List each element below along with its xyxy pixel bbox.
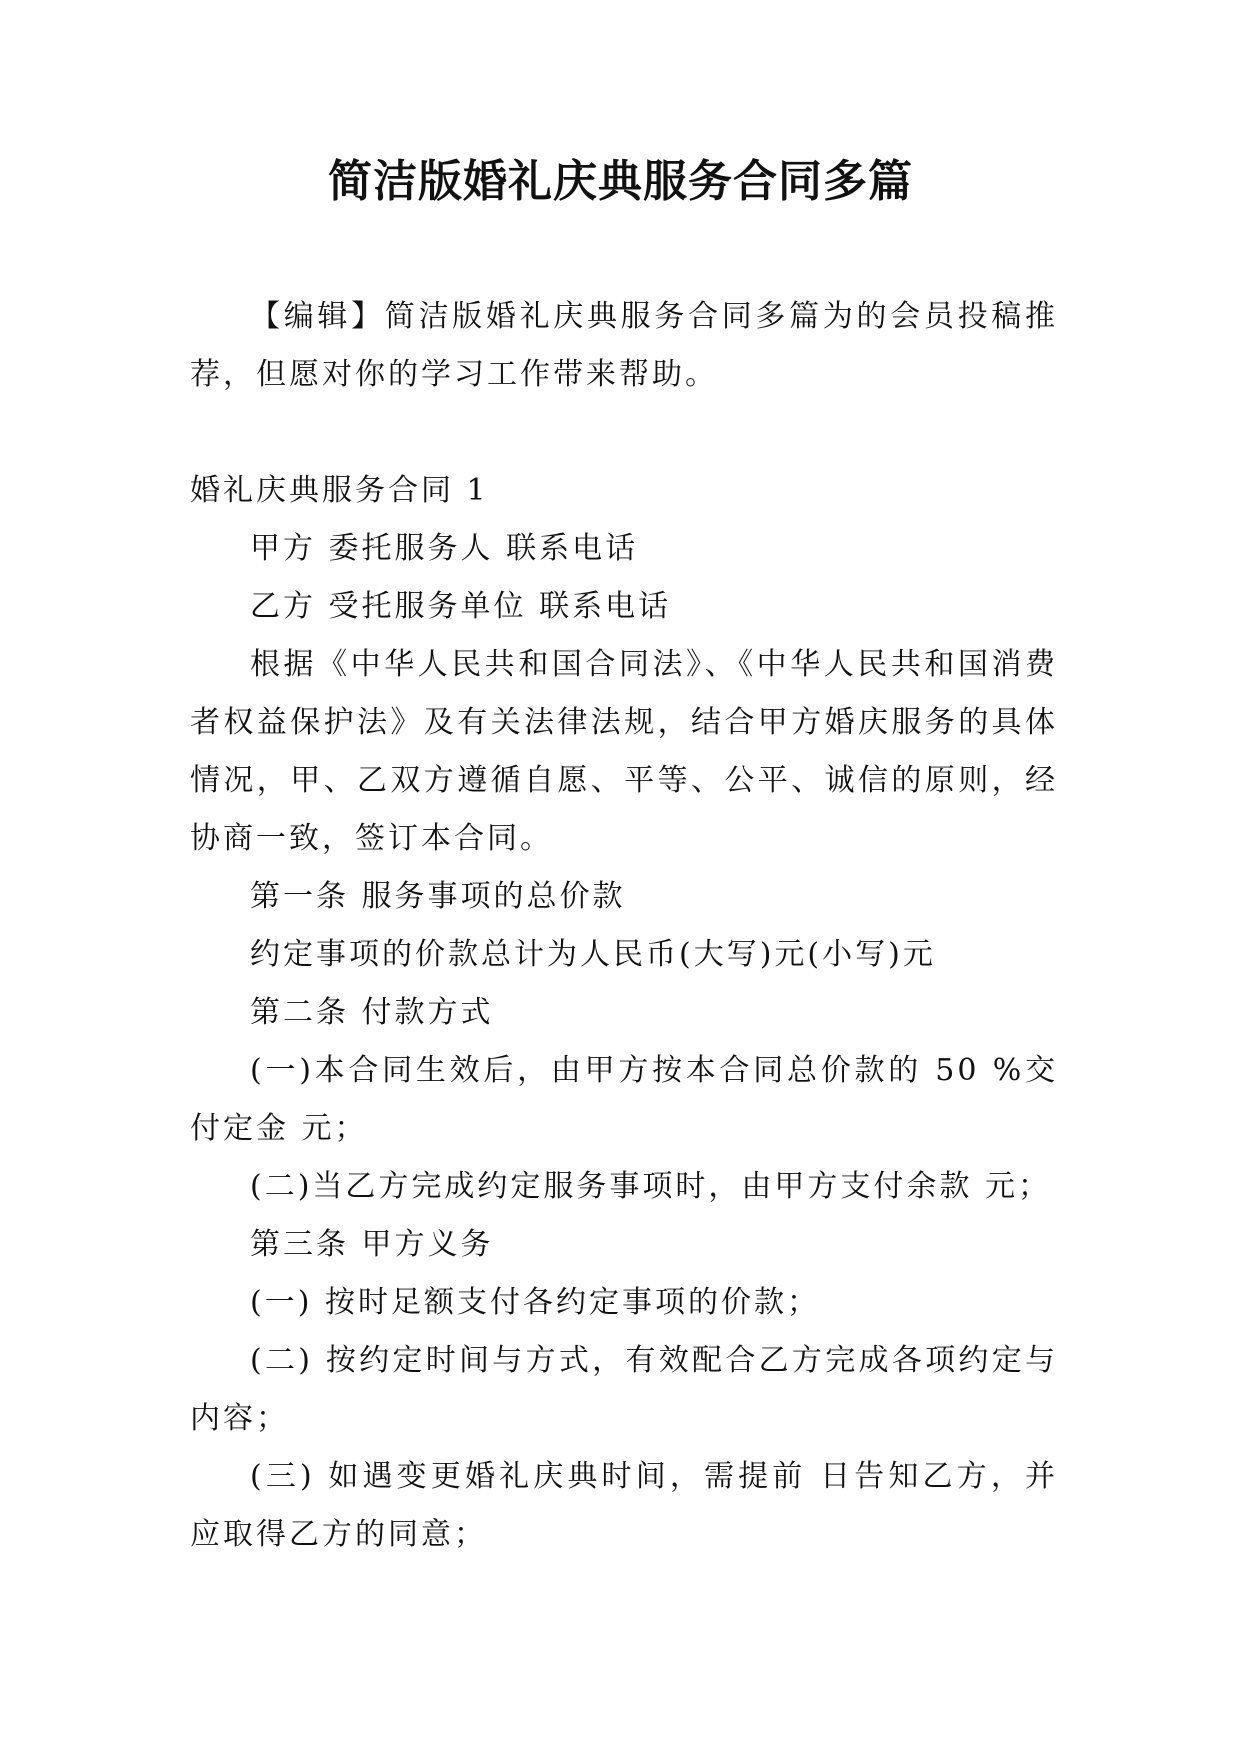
article-2-heading: 第二条 付款方式 [250,995,494,1030]
article-1-content: 约定事项的价款总计为人民币(大写)元(小写)元 [250,937,936,972]
intro-paragraph: 【编辑】简洁版婚礼庆典服务合同多篇为的会员投稿推荐，但愿对你的学习工作带来帮助。 [190,299,1058,392]
article-3-item-2: (二) 按约定时间与方式，有效配合乙方完成各项约定与内容； [190,1343,1058,1436]
article-1-heading: 第一条 服务事项的总价款 [250,879,626,914]
article-3-item-3: (三) 如遇变更婚礼庆典时间，需提前 日告知乙方，并应取得乙方的同意； [190,1459,1058,1552]
document-title: 简洁版婚礼庆典服务合同多篇 [328,156,913,207]
paragraph-preamble: 根据《中华人民共和国合同法》、《中华人民共和国消费者权益保护法》及有关法律法规，结合甲方婚庆服务的具体情况，甲、乙双方遵循自愿、平等、公平、诚信的原则，经协商一致，签订本合同。 [190,647,1058,856]
article-3-item-1: (一) 按时足额支付各约定事项的价款； [250,1285,820,1320]
article-2-item-2: (二)当乙方完成约定服务事项时，由甲方支付余款 元； [250,1169,1051,1204]
paragraph-party-a: 甲方 委托服务人 联系电话 [250,531,639,566]
article-2-item-1: (一)本合同生效后，由甲方按本合同总价款的 50 %交付定金 元； [190,1053,1058,1146]
paragraph-party-b: 乙方 受托服务单位 联系电话 [250,589,672,624]
document-body [190,288,1058,1564]
article-3-heading: 第三条 甲方义务 [250,1227,494,1262]
section-heading: 婚礼庆典服务合同 1 [190,473,489,508]
